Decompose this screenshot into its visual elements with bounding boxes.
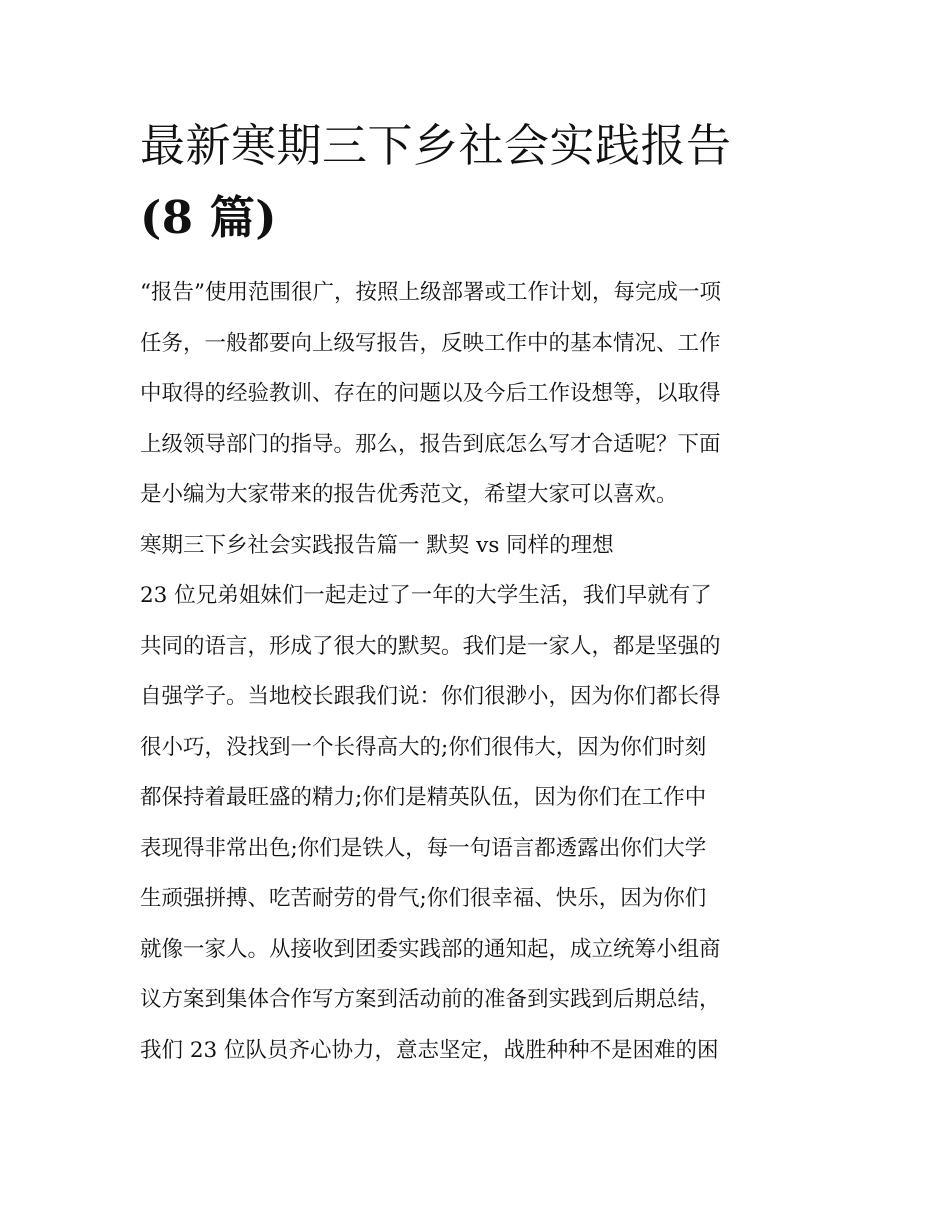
section-line: 共同的语言，形成了很大的默契。我们是一家人，都是坚强的 bbox=[140, 633, 721, 659]
section-line: 议方案到集体合作写方案到活动前的准备到实践到后期总结， bbox=[140, 987, 721, 1012]
section-line: 表现得非常出色;你们是铁人，每一句语言都透露出你们大学 bbox=[140, 835, 707, 861]
section-line: 自强学子。当地校长跟我们说：你们很渺小，因为你们都长得 bbox=[140, 684, 721, 709]
intro-line: “报告”使用范围很广，按照上级部署或工作计划，每完成一项 bbox=[140, 280, 721, 305]
document-body bbox=[140, 268, 812, 1076]
intro-line: 中取得的经验教训、存在的问题以及今后工作设想等，以取得 bbox=[140, 381, 721, 406]
title-line-1: 最新寒期三下乡社会实践报告 bbox=[140, 119, 732, 172]
section-line: 很小巧，没找到一个长得高大的;你们很伟大，因为你们时刻 bbox=[140, 734, 707, 760]
section-line: 都保持着最旺盛的精力;你们是精英队伍，因为你们在工作中 bbox=[140, 785, 707, 810]
intro-line: 是小编为大家带来的报告优秀范文，希望大家可以喜欢。 bbox=[140, 482, 678, 507]
section-line: 生顽强拼搏、吃苦耐劳的骨气;你们很幸福、快乐，因为你们 bbox=[140, 886, 707, 911]
intro-line: 上级领导部门的指导。那么，报告到底怎么写才合适呢？下面 bbox=[140, 431, 721, 457]
intro-paragraph bbox=[140, 268, 812, 521]
title-line-2: (8 篇) bbox=[140, 191, 278, 244]
document-page bbox=[140, 110, 812, 1076]
section-paragraph bbox=[140, 571, 812, 1076]
section-line: 我们 23 位队员齐心协力，意志坚定，战胜种种不是困难的困 bbox=[140, 1037, 719, 1063]
document-title bbox=[140, 110, 812, 254]
section-line: 就像一家人。从接收到团委实践部的通知起，成立统筹小组商 bbox=[140, 936, 721, 962]
intro-line: 任务，一般都要向上级写报告，反映工作中的基本情况、工作 bbox=[140, 330, 721, 356]
section-heading: 寒期三下乡社会实践报告篇一 默契 vs 同样的理想 bbox=[140, 532, 614, 558]
section-line: 23 位兄弟姐妹们一起走过了一年的大学生活，我们早就有了 bbox=[140, 583, 712, 608]
